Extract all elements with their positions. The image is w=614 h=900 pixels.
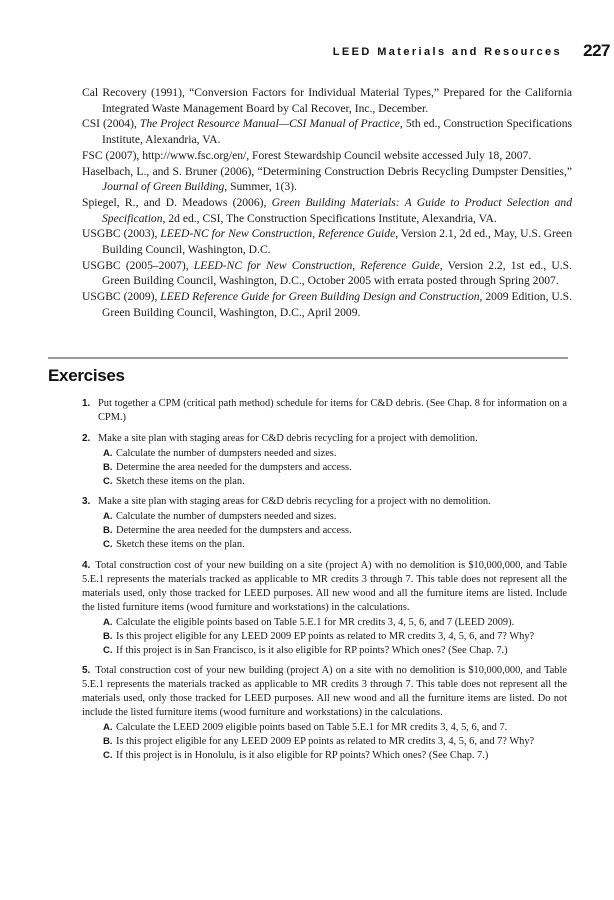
reference-title: The Project Resource Manual—CSI Manual of Practice xyxy=(139,117,400,131)
exercise-number: 1. xyxy=(82,398,91,409)
subitem-letter: C. xyxy=(103,644,113,656)
exercise-subitem xyxy=(82,721,567,735)
exercise-subitem xyxy=(82,735,567,749)
exercise-subitem xyxy=(82,475,567,489)
exercise-subitem xyxy=(82,538,567,552)
exercise-subitem xyxy=(82,447,567,461)
reference-title: Green Building Materials: A Guide to Product Selection and Specification xyxy=(102,195,572,225)
reference-entry xyxy=(82,85,572,116)
subitem-text: If this project is in Honolulu, is it also eligible for RP points? Which ones? (See Chap. 7.) xyxy=(116,749,489,761)
subitem-text: Determine the area needed for the dumpsters and access. xyxy=(116,525,352,537)
subitem-text: Is this project eligible for any LEED 2009 EP points as related to MR credits 3, 4, 5, 6, and 7? Why? xyxy=(116,735,535,747)
subitem-letter: C. xyxy=(103,749,113,761)
subitem-text: Sketch these items on the plan. xyxy=(116,475,245,487)
subitem-letter: B. xyxy=(103,461,113,473)
reference-text: Cal Recovery (1991), “Conversion Factors for Individual Material Types,” Prepared for the California Integrated Waste Management Board by Cal Recover, Inc., December. xyxy=(82,86,572,115)
exercise-list xyxy=(82,397,567,770)
exercise-subitem xyxy=(82,510,567,524)
reference-entry xyxy=(82,289,572,320)
exercise-subitem xyxy=(82,630,567,644)
reference-title: LEED-NC for New Construction, Reference Guide xyxy=(193,258,440,272)
subitem-letter: C. xyxy=(103,539,113,551)
exercise-subitem xyxy=(82,616,567,630)
reference-text: CSI (2004), xyxy=(82,117,140,131)
reference-text: , 5th ed., Construction Specifications Institute, Alexandria, VA. xyxy=(102,117,572,147)
reference-text: FSC (2007), http://www.fsc.org/en/, Forest Stewardship Council website accessed July 18, 2007. xyxy=(82,148,532,162)
exercise-item xyxy=(82,559,567,657)
reference-text: Spiegel, R., and D. Meadows (2006), xyxy=(82,195,272,209)
reference-text: , Version 2.2, 1st ed., U.S. Green Building Council, Washington, D.C., October 2005 with errata posted through Spring 2007. xyxy=(102,258,573,288)
subitem-letter: B. xyxy=(103,630,113,642)
reference-entry xyxy=(82,116,572,147)
reference-text: , Summer, 1(3). xyxy=(224,180,297,194)
exercise-subitem xyxy=(82,461,567,475)
exercise-subitem xyxy=(82,524,567,538)
reference-text: USGBC (2009), xyxy=(82,290,161,304)
reference-text: , 2009 Edition, U.S. Green Building Council, Washington, D.C., April 2009. xyxy=(102,290,572,319)
page-header xyxy=(0,41,614,64)
reference-text: , 2d ed., CSI, The Construction Specifications Institute, Alexandria, VA. xyxy=(162,211,497,225)
reference-text: USGBC (2003), xyxy=(82,227,161,241)
exercise-subitem xyxy=(82,749,567,763)
exercise-text: Put together a CPM (critical path method) schedule for items for C&D debris. (See Chap. 8 for information on a CPM.) xyxy=(98,398,567,423)
exercise-number: 2. xyxy=(82,432,91,444)
exercise-text: Make a site plan with staging areas for C&D debris recycling for a project with demolition. xyxy=(98,432,478,444)
reference-title: LEED-NC for New Construction, Reference Guide xyxy=(160,227,396,241)
exercise-number: 5. xyxy=(82,665,91,677)
reference-title: LEED Reference Guide for Green Building Design and Construction xyxy=(160,290,480,304)
reference-entry xyxy=(82,195,572,226)
reference-text: Haselbach, L., and S. Bruner (2006), “Determining Construction Debris Recycling Dumpster Densities,” xyxy=(82,164,572,178)
reference-entry xyxy=(82,258,572,289)
subitem-letter: C. xyxy=(103,475,113,487)
subitem-text: Sketch these items on the plan. xyxy=(116,539,245,551)
section-divider xyxy=(48,357,568,359)
exercise-text: Make a site plan with staging areas for C&D debris recycling for a project with no demolition. xyxy=(98,496,491,508)
subitem-letter: A. xyxy=(103,616,113,628)
subitem-letter: A. xyxy=(103,511,113,523)
reference-entry xyxy=(82,226,572,257)
subitem-text: Calculate the number of dumpsters needed and sizes. xyxy=(116,511,337,523)
page-number: 227 xyxy=(583,41,610,60)
subitem-letter: B. xyxy=(103,735,113,747)
exercise-number: 3. xyxy=(82,496,91,508)
exercise-subitem xyxy=(82,644,567,658)
reference-list xyxy=(82,85,572,321)
subitem-text: Is this project eligible for any LEED 2009 EP points as related to MR credits 3, 4, 5, 6, and 7? Why? xyxy=(116,630,535,642)
subitem-text: If this project is in San Francisco, is it also eligible for RP points? Which ones? (See Chap. 7.) xyxy=(116,644,508,656)
reference-entry xyxy=(82,164,572,195)
subitem-letter: A. xyxy=(103,447,113,459)
reference-text: , Version 2.1, 2d ed., May, U.S. Green Building Council, Washington, D.C. xyxy=(102,227,573,257)
subitem-text: Calculate the LEED 2009 eligible points based on Table 5.E.1 for MR credits 3, 4, 5, 6, and 7. xyxy=(116,722,508,734)
running-head: LEED Materials and Resources xyxy=(332,46,562,58)
exercise-item xyxy=(82,664,567,762)
subitem-letter: A. xyxy=(103,722,113,734)
subitem-text: Calculate the eligible points based on Table 5.E.1 for MR credits 3, 4, 5, 6, and 7 (LEED 2009). xyxy=(116,616,515,628)
subitem-text: Determine the area needed for the dumpsters and access. xyxy=(116,461,352,473)
subitem-letter: B. xyxy=(103,525,113,537)
exercise-item xyxy=(82,397,567,425)
exercise-text: Total construction cost of your new building on a site (project A) with no demolition is $10,000,000, and Table 5.E.1 represents the materials tracked as applicable to MR credits 3 through 7. This table does not represent all the materials used, only those tracked for LEED purposes. All new wood and all the furniture items are listed. Include the listed furniture items (wood furniture and workstations) in the calculations. xyxy=(82,560,567,613)
reference-text: USGBC (2005–2007), xyxy=(82,258,194,272)
section-title: Exercises xyxy=(48,366,125,385)
exercise-item xyxy=(82,495,567,552)
subitem-text: Calculate the number of dumpsters needed and sizes. xyxy=(116,447,337,459)
reference-title: Journal of Green Building xyxy=(102,180,225,194)
exercise-text: Total construction cost of your new building (project A) on a site with no demolition is $10,000,000, and Table 5.E.1 represents the materials tracked as applicable to MR credits 3 through 7. This table does not represent all the materials used, only those tracked for LEED purposes. All new wood and all the furniture items are listed. Do not include the listed furniture items (wood furniture and workstations) in the calculations. xyxy=(82,665,567,719)
exercise-item xyxy=(82,432,567,489)
reference-entry xyxy=(82,148,572,164)
exercise-number: 4. xyxy=(82,560,91,572)
